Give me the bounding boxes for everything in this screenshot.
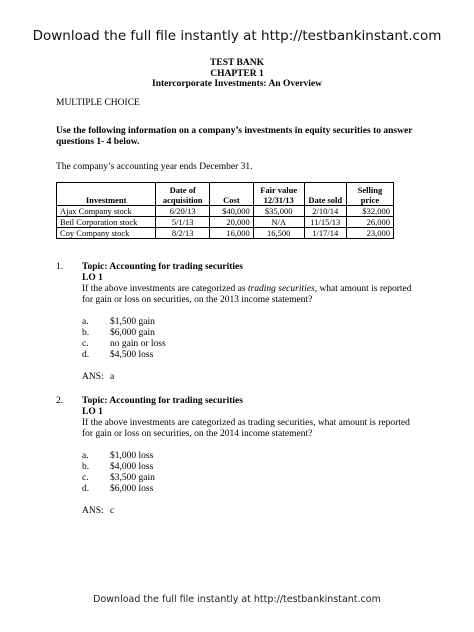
chapter-subtitle: Intercorporate Investments: An Overview — [152, 79, 322, 89]
table-cell: 8/2/13 — [156, 228, 210, 239]
col-header-fair-value: Fair value 12/31/13 — [253, 183, 304, 206]
section-title: MULTIPLE CHOICE — [56, 98, 140, 108]
question-number: 1. — [56, 262, 64, 272]
investments-table — [56, 182, 394, 239]
col-header-investment: Investment — [57, 183, 156, 206]
question-lo: LO 1 — [82, 273, 103, 283]
question-stem: If the above investments are categorized as trading securities, what amount is reported for gain or loss on securities, on the 2014 income statement? — [82, 418, 410, 439]
question-lo: LO 1 — [82, 407, 103, 417]
fiscal-year-note: The company’s accounting year ends December 31. — [56, 162, 253, 172]
table-cell: $32,000 — [346, 206, 393, 217]
answer-option: c. no gain or loss — [82, 339, 166, 349]
document-header — [0, 58, 474, 90]
table-cell: 6/20/13 — [156, 206, 210, 217]
answer-options — [82, 317, 412, 361]
table-row — [57, 217, 394, 228]
answer-option: d. $6,000 loss — [82, 484, 154, 494]
table-cell: 23,000 — [346, 228, 393, 239]
table-header-row — [57, 183, 394, 206]
question-topic: Topic: Accounting for trading securities — [82, 262, 243, 272]
answer-option: c. $3,500 gain — [82, 473, 155, 483]
answer-option: a. $1,000 loss — [82, 451, 154, 461]
question-topic: Topic: Accounting for trading securities — [82, 396, 243, 406]
answer-option: b. $4,000 loss — [82, 462, 154, 472]
download-banner[interactable]: Download the full file instantly at http://testbankinstant.com — [32, 28, 442, 44]
answer-option: b. $6,000 gain — [82, 328, 155, 338]
test-bank-title: TEST BANK — [210, 58, 264, 68]
col-header-selling-price: Selling price — [346, 183, 393, 206]
table-row — [57, 228, 394, 239]
instructions: Use the following information on a company’s investments in equity securities to answer questions 1- 4 below. — [56, 126, 413, 147]
table-cell: 16,500 — [253, 228, 304, 239]
table-cell: 11/15/13 — [304, 217, 346, 228]
table-cell: 26,000 — [346, 217, 393, 228]
col-header-date-acquired: Date of acquisition — [156, 183, 210, 206]
col-header-cost: Cost — [210, 183, 254, 206]
answer-key: ANS: c — [82, 506, 115, 516]
table-cell: 1/17/14 — [304, 228, 346, 239]
table-cell: N/A — [253, 217, 304, 228]
table-cell: Beil Corporation stock — [57, 217, 156, 228]
answer-option: d. $4,500 loss — [82, 350, 154, 360]
question-stem: If the above investments are categorized as trading securities, what amount is reported for gain or loss on securities, on the 2013 income statement? — [82, 284, 412, 305]
table-row — [57, 206, 394, 217]
table-cell: 5/1/13 — [156, 217, 210, 228]
answer-option: a. $1,500 gain — [82, 317, 155, 327]
table-cell: 20,000 — [210, 217, 254, 228]
table-cell: $40,000 — [210, 206, 254, 217]
download-footer[interactable]: Download the full file instantly at http://testbankinstant.com — [93, 594, 381, 605]
table-cell: 2/10/14 — [304, 206, 346, 217]
question-number: 2. — [56, 396, 64, 406]
table-cell: Coy Company stock — [57, 228, 156, 239]
answer-options — [82, 451, 412, 495]
table-cell: 16,000 — [210, 228, 254, 239]
chapter-title: CHAPTER 1 — [210, 68, 264, 79]
answer-key: ANS: a — [82, 372, 115, 382]
table-cell: $35,000 — [253, 206, 304, 217]
col-header-date-sold: Date sold — [304, 183, 346, 206]
table-cell: Ajax Company stock — [57, 206, 156, 217]
